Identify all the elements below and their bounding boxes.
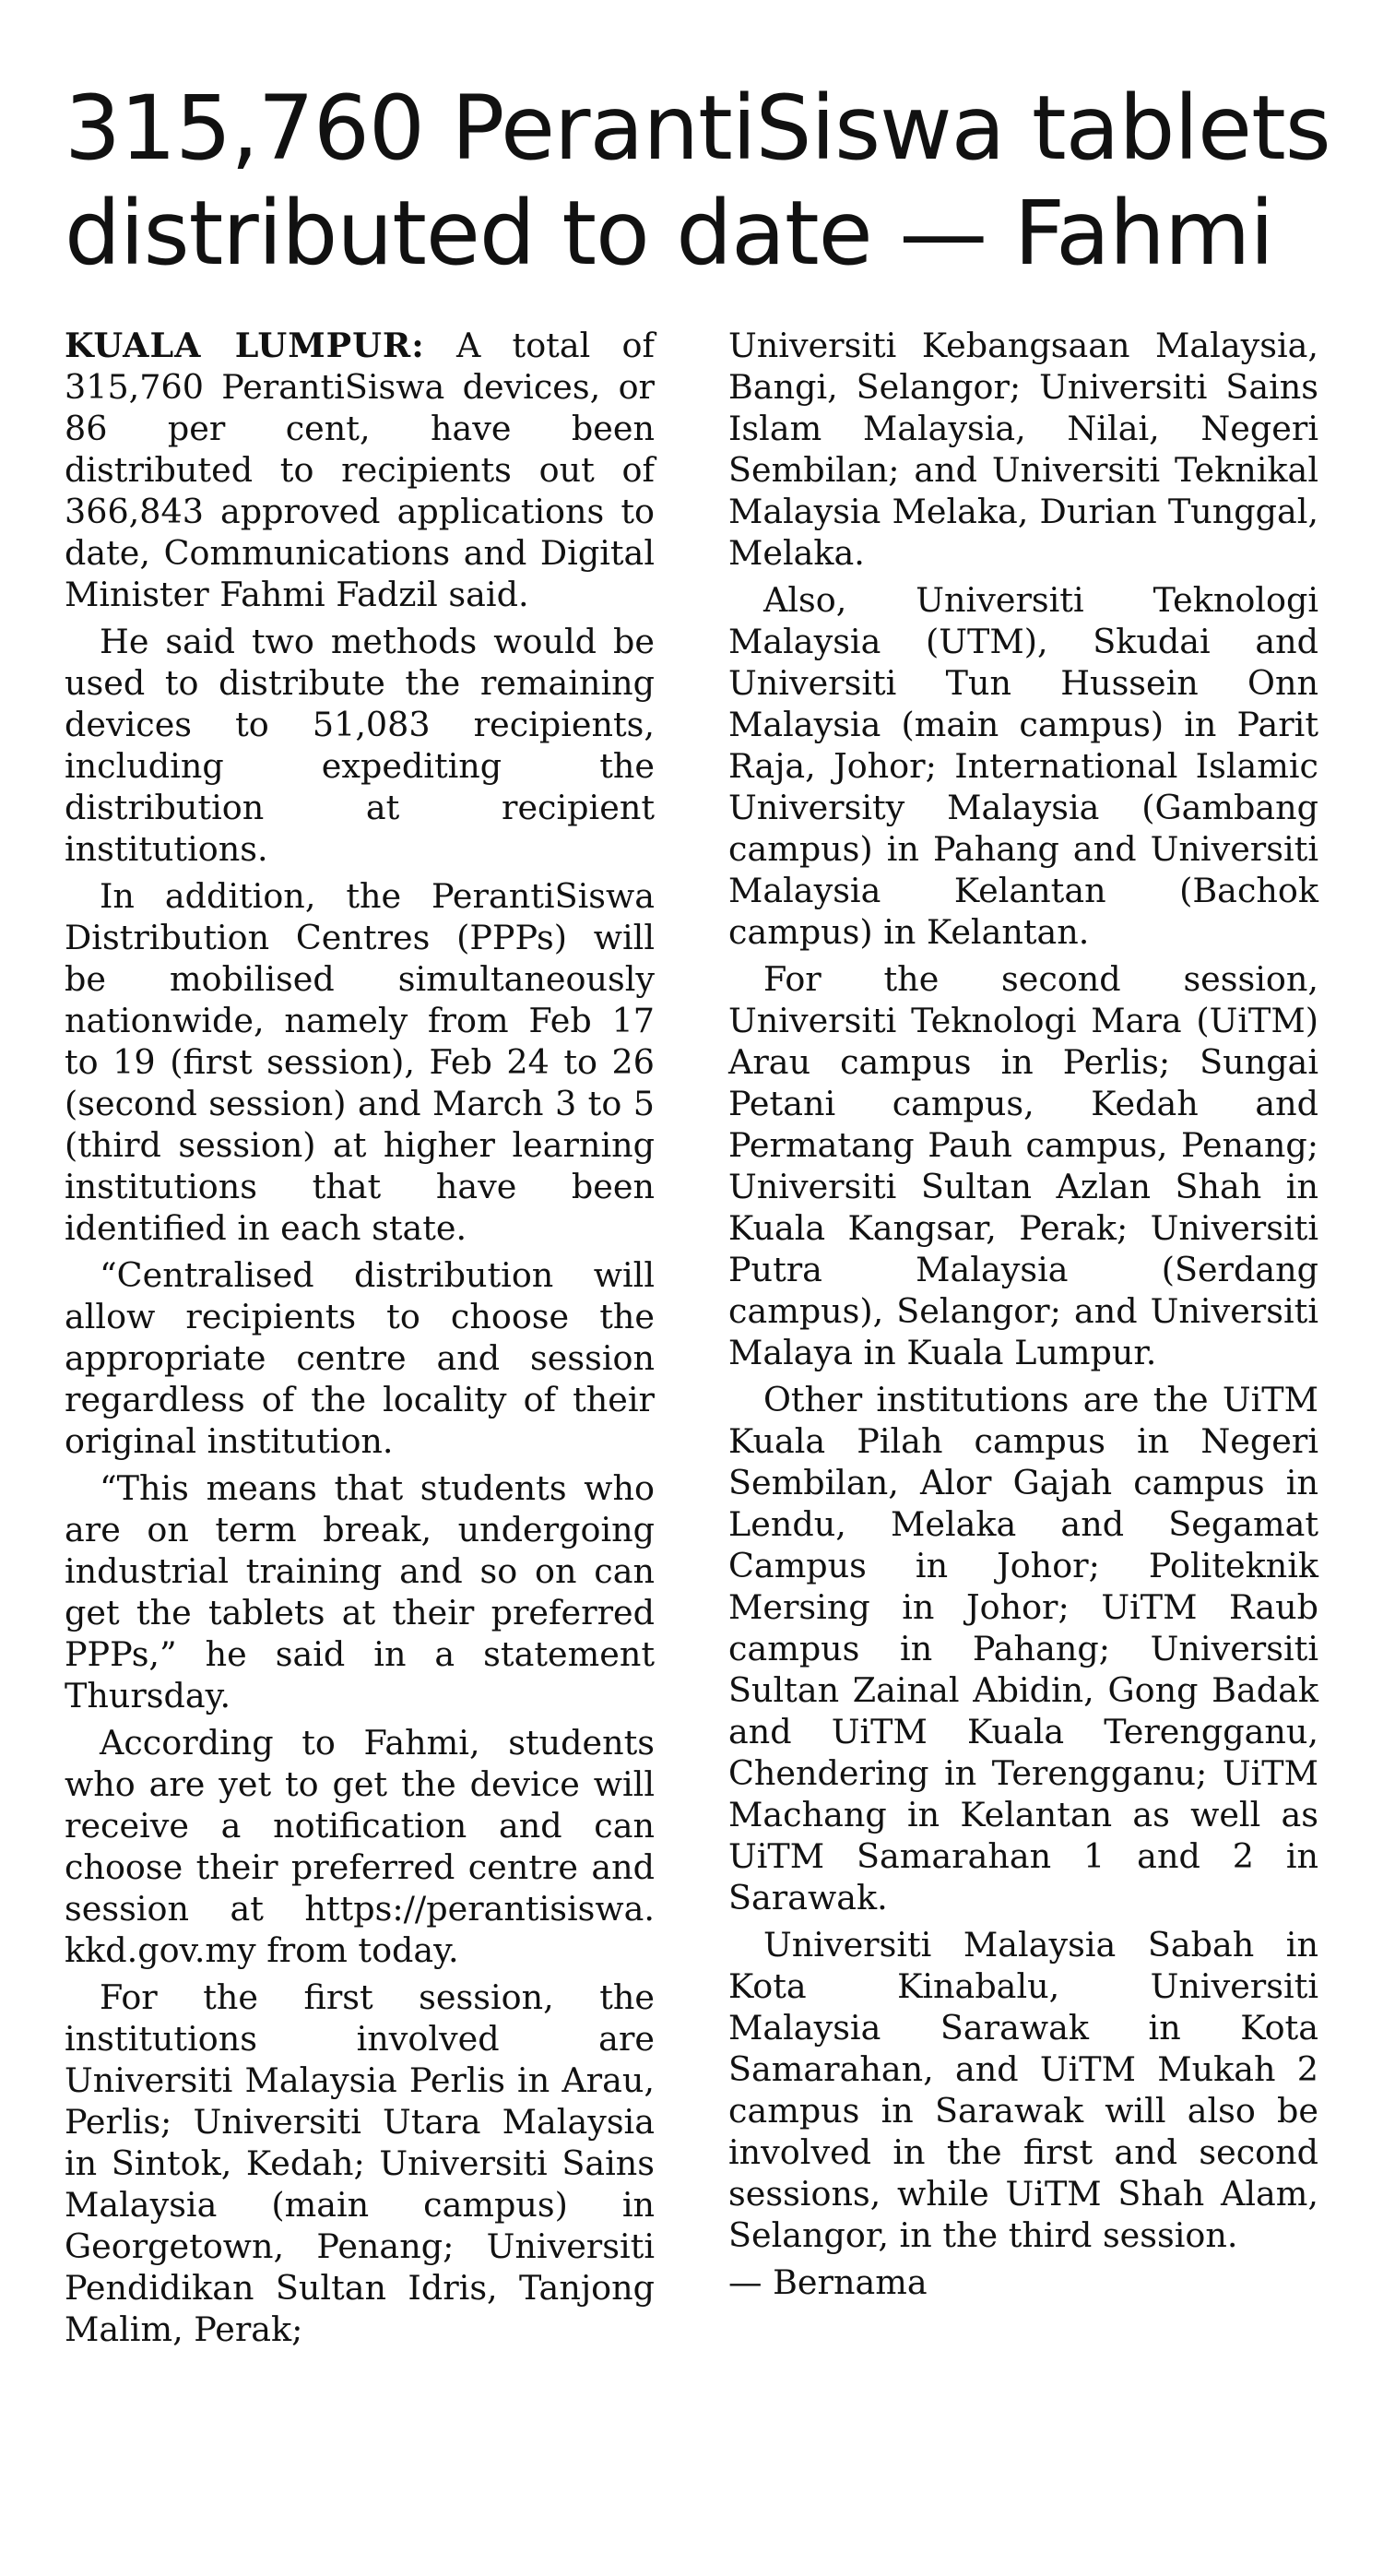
paragraph: “This means that students who are on term break, undergoing industrial training and so on can get the tablets at their preferred PPPs,” he said in a statement Thursday. [65,1468,655,1715]
paragraph: Also, Universiti Teknologi Malaysia (UTM), Skudai and Universiti Tun Hussein Onn Malaysia (main campus) in Parit Raja, Johor; International Islamic University Malaysia (Gambang campus) in Pahang and Universiti Malaysia Kelantan (Bachok campus) in Kelantan. [728,580,1318,952]
dateline: KUALA LUMPUR: [65,326,425,365]
paragraph: According to Fahmi, students who are yet to get the device will receive a notification and can choose their preferred centre and session at https://perantisiswa. kkd.gov.my from today. [65,1723,655,1970]
article-body [65,325,1318,2356]
paragraph: Universiti Malaysia Sabah in Kota Kinabalu, Universiti Malaysia Sarawak in Kota Samarahan, and UiTM Mukah 2 campus in Sarawak will also be involved in the first and second sessions, while UiTM Shah Alam, Selangor, in the third session. [728,1925,1318,2255]
paragraph: Other institutions are the UiTM Kuala Pilah campus in Negeri Sembilan, Alor Gajah campus in Lendu, Melaka and Segamat Campus in Johor; Politeknik Mersing in Johor; UiTM Raub campus in Pahang; Universiti Sultan Zainal Abidin, Gong Badak and UiTM Kuala Terengganu, Chendering in Terengganu; UiTM Machang in Kelantan as well as UiTM Samarahan 1 and 2 in Sarawak. [728,1380,1318,1917]
paragraph: For the second session, Universiti Teknologi Mara (UiTM) Arau campus in Perlis; Sungai Petani campus, Kedah and Permatang Pauh campus, Penang; Universiti Sultan Azlan Shah in Kuala Kangsar, Perak; Universiti Putra Malaysia (Serdang campus), Selangor; and Universiti Malaya in Kuala Lumpur. [728,959,1318,1372]
paragraph: For the first session, the institutions involved are Universiti Malaysia Perlis in Arau, Perlis; Universiti Utara Malaysia in Sintok, Kedah; Universiti Sains Malaysia (main campus) in Georgetown, Penang; Universiti Pendidikan Sultan Idris, Tanjong Malim, Perak; [65,1977,655,2349]
column-right [728,325,1318,2356]
headline-line-1: 315,760 PerantiSiswa tablets [65,77,1330,180]
column-left [65,325,655,2356]
paragraph [65,325,655,615]
paragraph: Universiti Kebangsaan Malaysia, Bangi, Selangor; Universiti Sains Islam Malaysia, Nilai, Negeri Sembilan; and Universiti Teknikal Malaysia Melaka, Durian Tunggal, Melaka. [728,326,1318,573]
headline-line-2: distributed to date — Fahmi [65,182,1273,285]
byline-credit: — Bernama [728,2262,928,2302]
paragraph: “Centralised distribution will allow recipients to choose the appropriate centre and session regardless of the locality of their original institution. [65,1255,655,1461]
paragraph: In addition, the PerantiSiswa Distribution Centres (PPPs) will be mobilised simultaneously nationwide, namely from Feb 17 to 19 (first session), Feb 24 to 26 (second session) and March 3 to 5 (third session) at higher learning institutions that have been identified in each state. [65,876,655,1248]
paragraph: He said two methods would be used to distribute the remaining devices to 51,083 recipients, including expediting the distribution at recipient institutions. [65,622,655,869]
paragraph-text: A total of 315,760 PerantiSiswa devices, or 86 per cent, have been distributed to recipients out of 366,843 approved applications to date, Communications and Digital Minister Fahmi Fadzil said. [65,326,655,614]
headline [65,76,1330,286]
